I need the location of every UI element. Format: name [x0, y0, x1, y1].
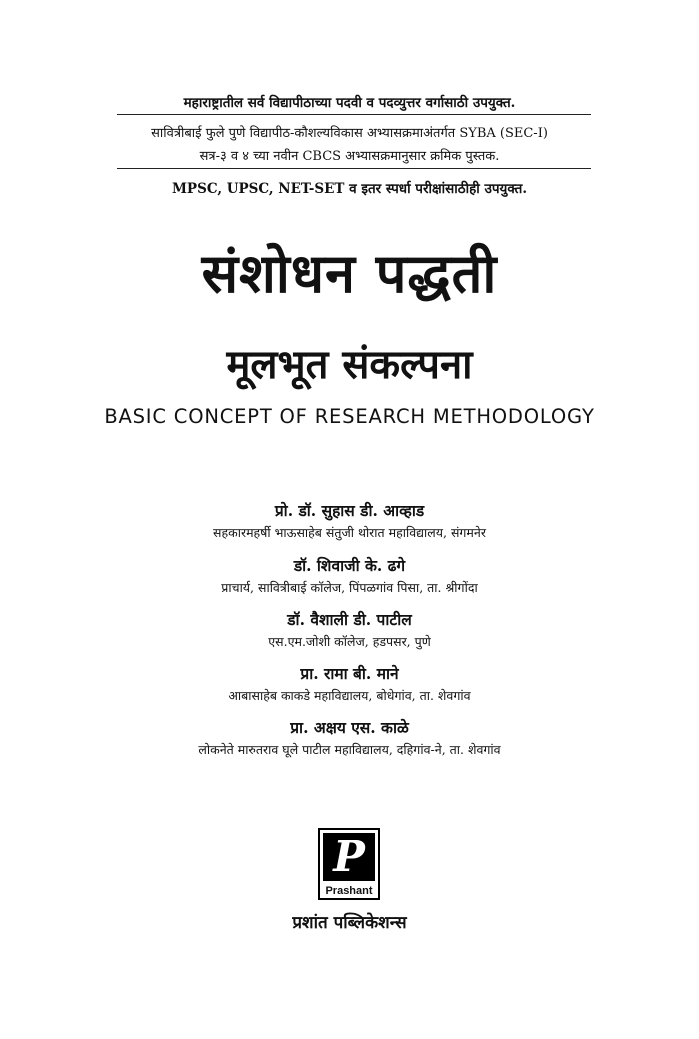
author-5-affiliation: लोकनेते मारुतराव घूले पाटील महाविद्यालय, दहिगांव-ने, ता. शेवगांव [198, 742, 501, 757]
logo-wordmark: Prashant [325, 885, 373, 897]
book-subtitle: मूलभूत संकल्पना [226, 341, 473, 388]
logo-mark [323, 833, 375, 881]
publisher-name: प्रशांत पब्लिकेशन्स [292, 913, 407, 933]
header-line-2: सावित्रीबाई फुले पुणे विद्यापीठ-कौशल्यविकास अभ्यासक्रमाअंतर्गत SYBA (SEC-I) [151, 126, 548, 141]
author-3-name: डॉ. वैशाली डी. पाटील [287, 610, 412, 629]
logo-letter: P [333, 832, 365, 881]
author-1-affiliation: सहकारमहर्षी भाऊसाहेब संतुजी थोरात महाविद्यालय, संगमनेर [213, 525, 486, 540]
header-line-4: MPSC, UPSC, NET-SET व इतर स्पर्धा परीक्षांसाठीही उपयुक्त. [171, 181, 528, 197]
author-3-affiliation: एस.एम.जोशी कॉलेज, हडपसर, पुणे [268, 634, 431, 649]
english-title: BASIC CONCEPT OF RESEARCH METHODOLOGY [104, 405, 595, 428]
author-2-name: डॉ. शिवाजी के. ढगे [293, 556, 406, 575]
author-4-name: प्रा. रामा बी. माने [300, 664, 399, 683]
author-4-affiliation: आबासाहेब काकडे महाविद्यालय, बोधेगांव, ता. शेवगांव [228, 688, 471, 703]
header-rule-1 [117, 114, 591, 115]
header-line-3: सत्र-३ व ४ च्या नवीन CBCS अभ्यासक्रमानुसार क्रमिक पुस्तक. [199, 149, 500, 164]
publisher-logo [318, 828, 380, 900]
author-5-name: प्रा. अक्षय एस. काळे [290, 718, 409, 737]
header-line-1: महाराष्ट्रातील सर्व विद्यापीठाच्या पदवी व पदव्युत्तर वर्गासाठी उपयुक्त. [183, 95, 516, 111]
author-2-affiliation: प्राचार्य, सावित्रीबाई कॉलेज, पिंपळगांव पिसा, ता. श्रीगोंदा [221, 580, 478, 595]
author-1-name: प्रो. डॉ. सुहास डी. आव्हाड [274, 501, 425, 520]
book-title: संशोधन पद्धती [201, 241, 498, 305]
header-rule-2 [117, 168, 591, 169]
